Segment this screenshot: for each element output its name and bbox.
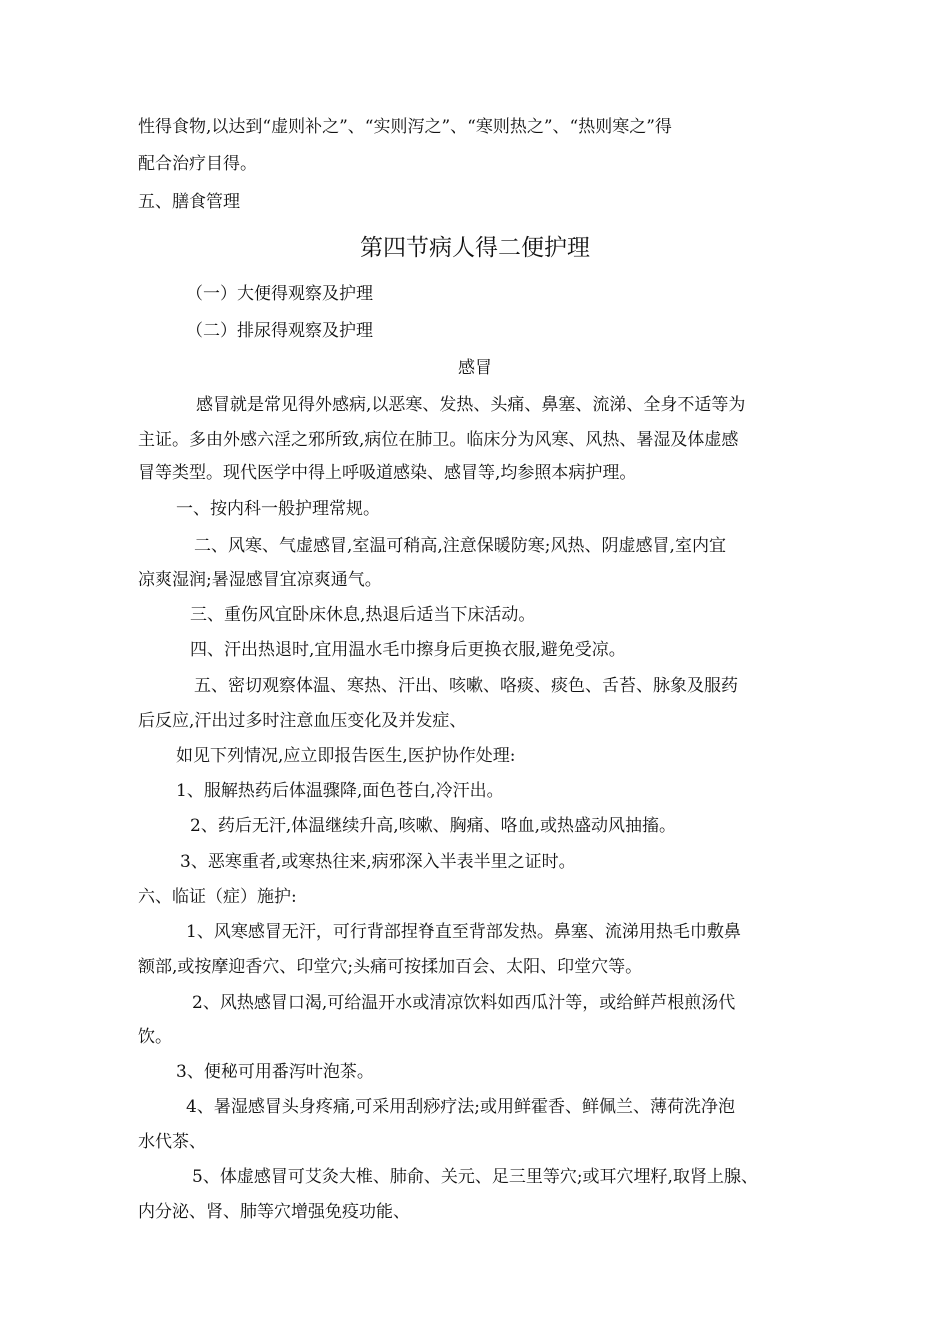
body-line: 五、密切观察体温、寒热、汗出、咳嗽、咯痰、痰色、舌苔、脉象及服药 bbox=[194, 676, 738, 696]
body-line: 凉爽湿润;暑湿感冒宜凉爽通气。 bbox=[138, 570, 382, 590]
intro-line: 五、膳食管理 bbox=[138, 192, 240, 212]
body-line: 2、风热感冒口渴,可给温开水或清凉饮料如西瓜汁等，或给鲜芦根煎汤代 bbox=[192, 993, 736, 1013]
subtitle: 感冒 bbox=[458, 358, 492, 378]
body-line: 四、汗出热退时,宜用温水毛巾擦身后更换衣服,避免受凉。 bbox=[190, 640, 626, 660]
section-title: 第四节病人得二便护理 bbox=[360, 235, 590, 261]
body-line: 如见下列情况,应立即报告医生,医护协作处理: bbox=[176, 746, 516, 766]
body-line: 二、风寒、气虚感冒,室温可稍高,注意保暖防寒;风热、阴虚感冒,室内宜 bbox=[194, 536, 726, 556]
body-line: 饮。 bbox=[138, 1027, 172, 1047]
body-line: 冒等类型。现代医学中得上呼吸道感染、感冒等,均参照本病护理。 bbox=[138, 463, 637, 483]
body-line: 内分泌、肾、肺等穴增强免疫功能、 bbox=[138, 1202, 410, 1222]
body-line: 水代茶、 bbox=[138, 1132, 206, 1152]
body-line: 5、体虚感冒可艾灸大椎、肺俞、关元、足三里等穴;或耳穴埋籽,取肾上腺、 bbox=[192, 1167, 758, 1187]
body-line: 六、临证（症）施护: bbox=[138, 887, 297, 907]
body-line: 1、风寒感冒无汗，可行背部捏脊直至背部发热。鼻塞、流涕用热毛巾敷鼻 bbox=[186, 922, 741, 942]
body-line: 后反应,汗出过多时注意血压变化及并发症、 bbox=[138, 711, 467, 731]
body-line: 三、重伤风宜卧床休息,热退后适当下床活动。 bbox=[190, 605, 536, 625]
intro-line: 配合治疗目得。 bbox=[138, 154, 257, 174]
body-line: 4、暑湿感冒头身疼痛,可采用刮痧疗法;或用鲜霍香、鲜佩兰、薄荷洗净泡 bbox=[186, 1097, 735, 1117]
section-item: （一）大便得观察及护理 bbox=[186, 284, 373, 304]
body-line: 主证。多由外感六淫之邪所致,病位在肺卫。临床分为风寒、风热、暑湿及体虚感 bbox=[138, 430, 739, 450]
body-line: 一、按内科一般护理常规。 bbox=[176, 499, 380, 519]
body-line: 3、便秘可用番泻叶泡茶。 bbox=[176, 1062, 374, 1082]
body-line: 3、恶寒重者,或寒热往来,病邪深入半表半里之证时。 bbox=[180, 852, 576, 872]
intro-line: 性得食物,以达到“虚则补之”、“实则泻之”、“寒则热之”、“热则寒之”得 bbox=[138, 117, 672, 137]
body-line: 感冒就是常见得外感病,以恶寒、发热、头痛、鼻塞、流涕、全身不适等为 bbox=[196, 395, 746, 415]
body-line: 额部,或按摩迎香穴、印堂穴;头痛可按揉加百会、太阳、印堂穴等。 bbox=[138, 957, 643, 977]
body-line: 1、服解热药后体温骤降,面色苍白,冷汗出。 bbox=[176, 781, 504, 801]
section-item: （二）排尿得观察及护理 bbox=[186, 321, 373, 341]
body-line: 2、药后无汗,体温继续升高,咳嗽、胸痛、咯血,或热盛动风抽搐。 bbox=[190, 816, 677, 836]
